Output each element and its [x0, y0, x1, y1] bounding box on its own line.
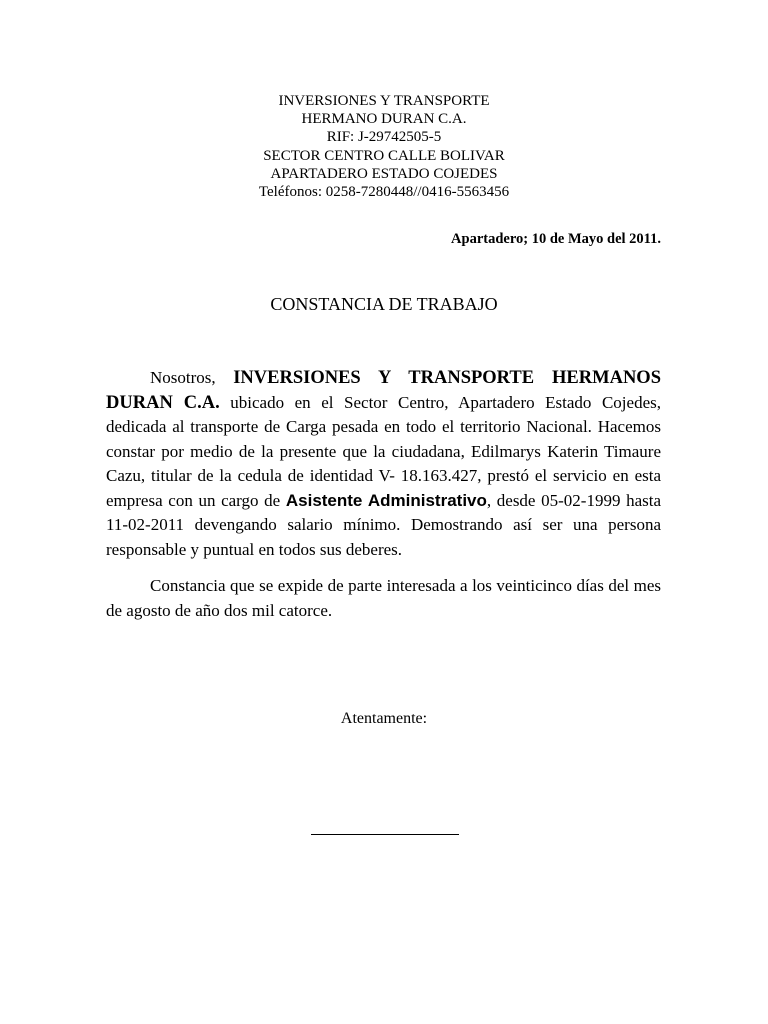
document-title: CONSTANCIA DE TRABAJO: [270, 294, 498, 314]
closing-salutation: Atentamente:: [340, 710, 428, 727]
signature-line: [311, 834, 459, 835]
job-position-bold: Asistente Administrativo: [285, 490, 487, 510]
document-body: [106, 366, 661, 635]
company-rif: RIF: J-29742505-5: [326, 129, 442, 146]
letterhead: [0, 92, 768, 201]
company-name-line-2: HERMANO DURAN C.A.: [301, 111, 467, 128]
company-address: SECTOR CENTRO CALLE BOLIVAR: [263, 147, 505, 164]
document-date: Apartadero; 10 de Mayo del 2011.: [451, 231, 661, 247]
paragraph-1-text-a: Nosotros,: [150, 368, 234, 387]
paragraph-1-text-c: , desde 05-02-1999 hasta 11-02-2011 devengando salario mínimo. Demostrando así ser una persona responsable y puntual en todos sus deberes.: [106, 490, 662, 559]
company-name-line-1: INVERSIONES Y TRANSPORTE: [278, 93, 490, 109]
company-location: APARTADERO ESTADO COJEDES: [270, 165, 498, 182]
body-paragraph-2: Constancia que se expide de parte interesada a los veinticinco días del mes de agosto de año dos mil catorce.: [106, 576, 661, 620]
company-phones: Teléfonos: 0258-7280448//0416-5563456: [258, 184, 510, 201]
body-paragraph-1: [106, 366, 661, 562]
company-name-bold: INVERSIONES Y TRANSPORTE HERMANOS DURAN C.A.: [106, 368, 661, 413]
paragraph-1-text-b: ubicado en el Sector Centro, Apartadero Estado Cojedes, dedicada al transporte de Carga pesada en todo el territorio Nacional. Hacemos constar por medio de la presente que la ciudadana, Edilmarys Katerin Timaure Cazu, titular de la cedula de identidad V- 18.163.427, prestó el servicio en esta empresa con un cargo de: [106, 392, 661, 510]
